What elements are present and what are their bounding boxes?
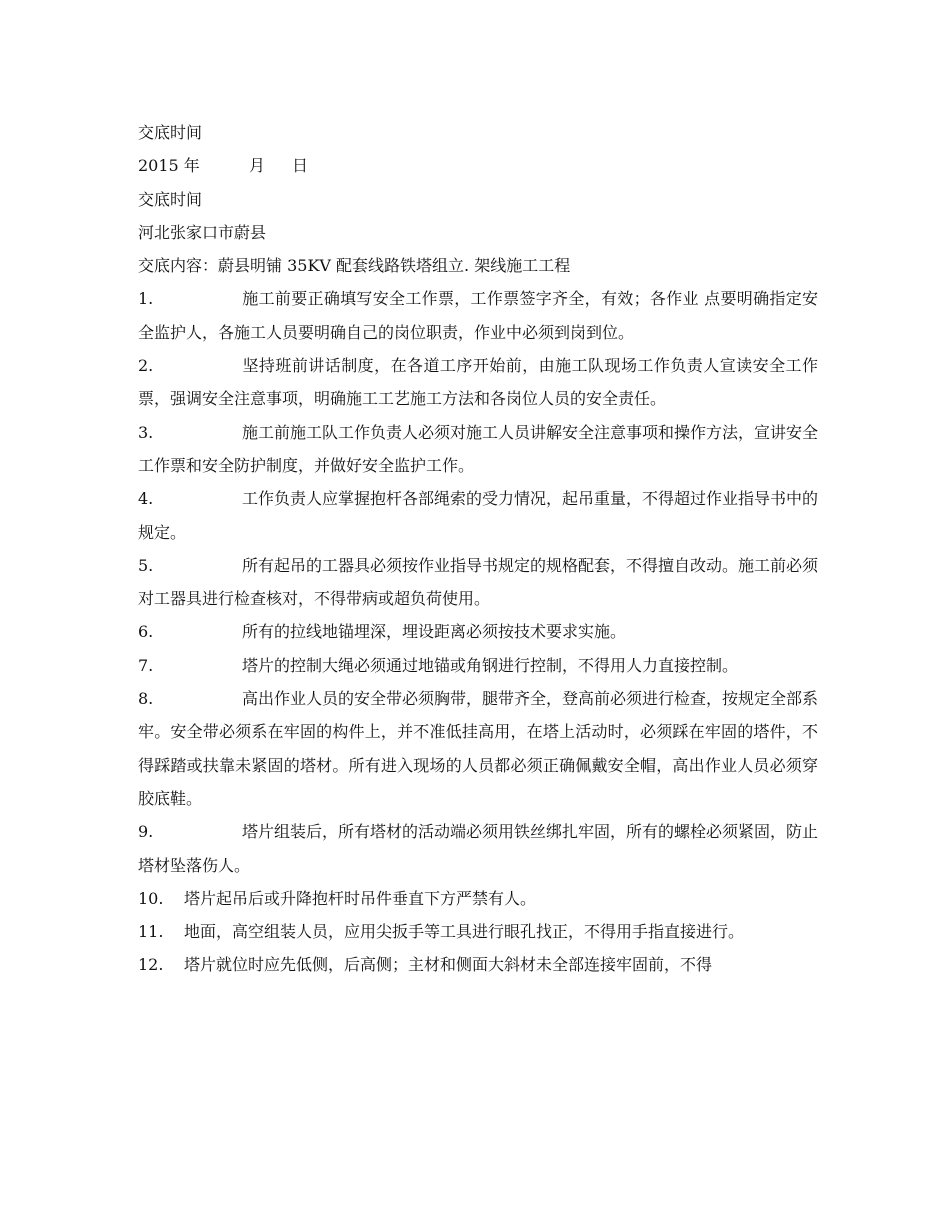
item-number: 6. [138, 622, 154, 642]
item-number: 11. [138, 922, 164, 942]
date-line [138, 149, 818, 182]
item-number: 2. [138, 356, 154, 376]
date-year: 2015 年 [138, 156, 200, 176]
item-text: 坚持班前讲话制度，在各道工序开始前，由施工队现场工作负责人宣读安全工作票，强调安全注意事项，明确施工工艺施工方法和各岗位人员的安全责任。 [138, 356, 818, 409]
item-number: 4. [138, 489, 154, 509]
list-item [138, 948, 818, 981]
date-month: 月 [249, 156, 266, 176]
list-item [138, 349, 818, 416]
list-item [138, 416, 818, 483]
item-number: 1. [138, 289, 154, 309]
list-item [138, 682, 818, 815]
item-number: 5. [138, 555, 154, 575]
document-page [138, 116, 818, 982]
list-item [138, 482, 818, 549]
label-time-1: 交底时间 [138, 123, 203, 142]
item-text: 塔片组装后，所有塔材的活动端必须用铁丝绑扎牢固，所有的螺栓必须紧固，防止塔材坠落伤人。 [138, 822, 819, 875]
item-text: 施工前要正确填写安全工作票，工作票签字齐全，有效；各作业 点要明确指定安全监护人，各施工人员要明确自己的岗位职责，作业中必须到岗到位。 [138, 289, 818, 342]
item-text: 工作负责人应掌握抱杆各部绳索的受力情况，起吊重量，不得超过作业指导书中的规定。 [138, 489, 819, 542]
item-number: 10. [138, 888, 164, 908]
date-day: 日 [292, 156, 309, 176]
item-text: 所有的拉线地锚埋深，埋设距离必须按技术要求实施。 [242, 622, 627, 642]
item-text: 高出作业人员的安全带必须胸带，腿带齐全，登高前必须进行检查，按规定全部系牢。安全带必须系在牢固的构件上，并不准低挂高用，在塔上活动时，必须踩在牢固的塔件，不得踩踏或扶靠未紧固的塔材。所有进入现场的人员都必须正确佩戴安全帽，高出作业人员必须穿胶底鞋。 [138, 689, 819, 808]
list-item [138, 915, 818, 948]
item-text: 塔片的控制大绳必须通过地锚或角钢进行控制，不得用人力直接控制。 [242, 655, 739, 675]
item-number: 9. [138, 822, 154, 842]
list-item [138, 549, 818, 616]
content-title: 交底内容：蔚县明铺 35KV 配套线路铁塔组立. 架线施工工程 [138, 256, 571, 276]
item-number: 8. [138, 689, 154, 709]
label-time-2: 交底时间 [138, 189, 203, 209]
item-number: 12. [138, 955, 164, 975]
list-item [138, 282, 818, 349]
item-number: 3. [138, 422, 154, 442]
item-text: 塔片起吊后或升降抱杆时吊件垂直下方严禁有人。 [184, 888, 537, 908]
item-text: 所有起吊的工器具必须按作业指导书规定的规格配套，不得擅自改动。施工前必须对工器具进行检查核对，不得带病或超负荷使用。 [138, 555, 819, 609]
item-text: 地面，高空组装人员，应用尖扳手等工具进行眼孔找正，不得用手指直接进行。 [184, 922, 745, 942]
list-item [138, 615, 818, 648]
list-item [138, 649, 818, 682]
item-text: 塔片就位时应先低侧，后高侧；主材和侧面大斜材未全部连接牢固前，不得 [184, 955, 713, 975]
list-item [138, 815, 818, 882]
list-item [138, 882, 818, 915]
item-text: 施工前施工队工作负责人必须对施工人员讲解安全注意事项和操作方法，宣讲安全工作票和安全防护制度，并做好安全监护工作。 [138, 422, 819, 475]
location: 河北张家口市蔚县 [138, 222, 267, 242]
item-number: 7. [138, 655, 154, 675]
